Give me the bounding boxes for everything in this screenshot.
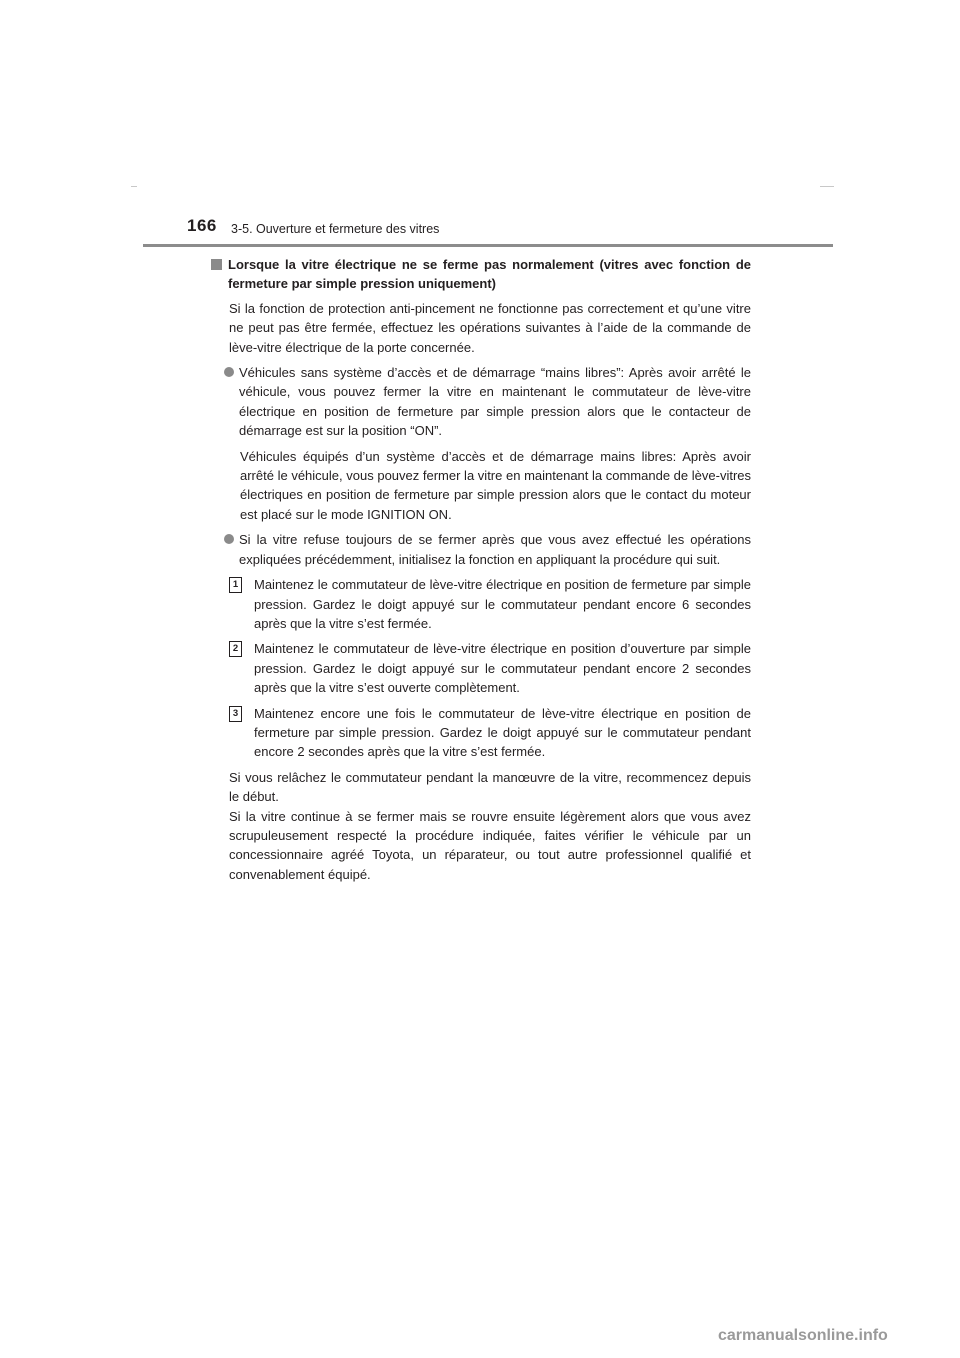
step-2-text: Maintenez le commutateur de lève-vitre électrique en position d’ouverture par simple pression. Gardez le doigt appuyé sur le commutateur pendant encore 2 secondes après que la vitre s’est ouverte complètement. [254,641,751,696]
bullet-item-1-text: Véhicules sans système d’accès et de démarrage “mains libres”: Après avoir arrêté le véhicule, vous pouvez fermer la vitre en maintenant le commutateur de lève-vitre électrique en position de fermeture par simple pression alors que le contacteur de démarrage est sur la position “ON”. [239,365,751,439]
section-content [211,255,751,884]
section-heading-text: Lorsque la vitre électrique ne se ferme pas normalement (vitres avec fonction de fermeture par simple pression uniquement) [228,257,751,292]
section-heading [211,255,751,294]
circle-bullet-icon [224,367,234,377]
step-number-badge: 3 [229,706,242,722]
circle-bullet-icon [224,534,234,544]
closing-note-2: Si la vitre continue à se fermer mais se rouvre ensuite légèrement alors que vous avez scrupuleusement respecté la procédure indiquée, faites vérifier le véhicule par un concessionnaire agréé Toyota, un réparateur, ou tout autre professionnel qualifié et convenablement équipé. [229,808,751,882]
crop-mark-right [820,186,834,187]
step-2 [229,639,751,697]
chapter-title: 3-5. Ouverture et fermeture des vitres [231,222,440,236]
bullet-item-1-subparagraph: Véhicules équipés d’un système d’accès et de démarrage mains libres: Après avoir arrêté le véhicule, vous pouvez fermer la vitre en maintenant la commande de lève-vitres électriques en position de fermeture par simple pression alors que le contact du moteur est placé sur le mode IGNITION ON. [240,448,751,522]
step-number-badge: 2 [229,641,242,657]
closing-notes [229,768,751,884]
step-1-text: Maintenez le commutateur de lève-vitre électrique en position de fermeture par simple pression. Gardez le doigt appuyé sur le commutateur pendant encore 6 secondes après que la vitre s’est fermée. [254,577,751,631]
crop-mark-left [131,186,137,187]
step-3 [229,704,751,762]
watermark-text: carmanualsonline.info [718,1327,888,1344]
bullet-item-2 [224,530,751,569]
step-number-badge: 1 [229,577,242,593]
header-rule [143,244,833,247]
page-number: 166 [187,216,217,235]
step-3-text: Maintenez encore une fois le commutateur de lève-vitre électrique en position de fermeture par simple pression. Gardez le doigt appuyé sur le commutateur pendant encore 2 secondes après que la vitre s’est fermée. [254,705,751,760]
closing-note-1: Si vous relâchez le commutateur pendant la manœuvre de la vitre, recommencez depuis le début. [229,769,751,805]
square-bullet-icon [211,259,222,270]
step-1 [229,575,751,633]
bullet-item-1 [224,363,751,441]
intro-paragraph: Si la fonction de protection anti-pincement ne fonctionne pas correctement et qu’une vitre ne peut pas être fermée, effectuez les opérations suivantes à l’aide de la commande de lève-vitre électrique de la porte concernée. [229,300,751,355]
bullet-item-2-text: Si la vitre refuse toujours de se fermer après que vous avez effectué les opérations expliquées précédemment, initialisez la fonction en appliquant la procédure qui suit. [239,532,751,567]
